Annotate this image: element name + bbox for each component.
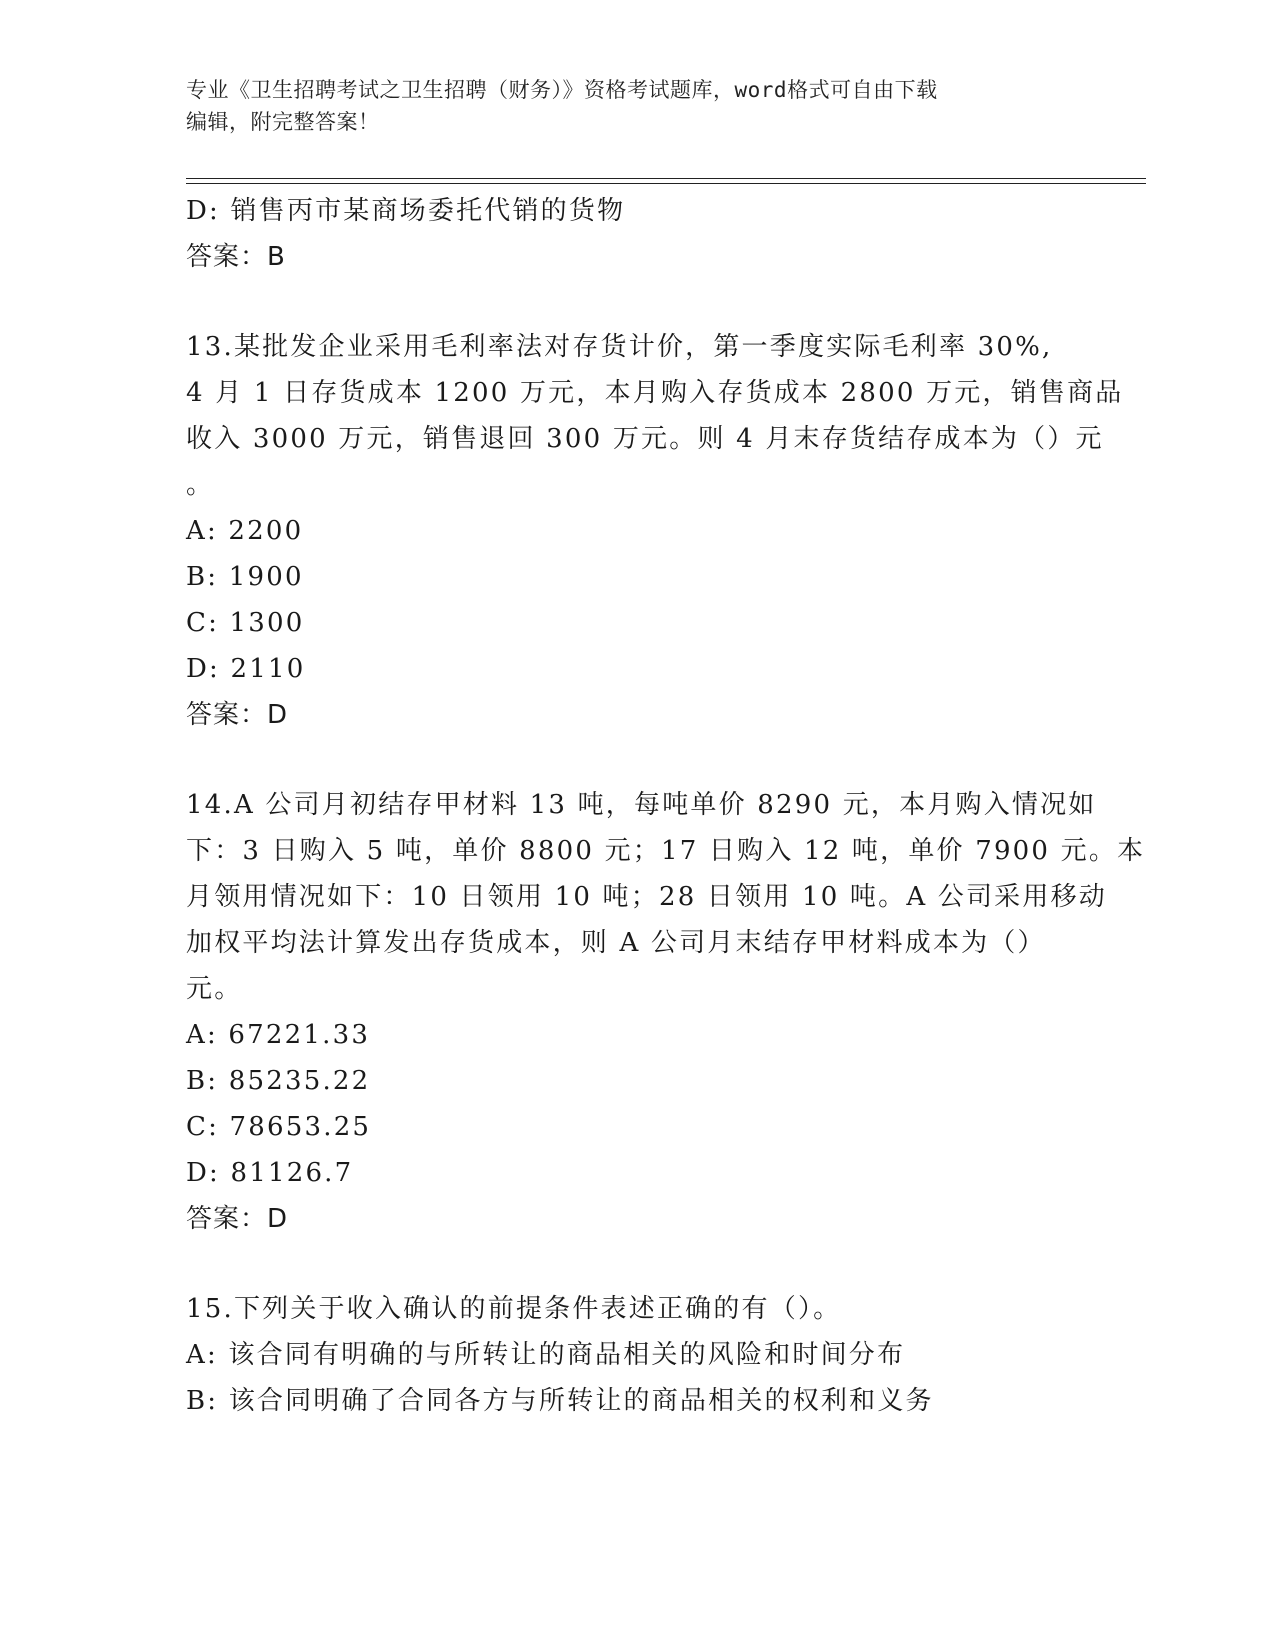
question-14-option-c: C: 78653.25 bbox=[186, 1112, 372, 1142]
question-13-line-1: 13.某批发企业采用毛利率法对存货计价，第一季度实际毛利率 30%, bbox=[186, 332, 1053, 362]
question-13-option-c: C: 1300 bbox=[186, 608, 305, 638]
question-14-line-2: 下：3 日购入 5 吨，单价 8800 元；17 日购入 12 吨，单价 7900 元。本 bbox=[186, 836, 1146, 866]
question-15-line-1: 15.下列关于收入确认的前提条件表述正确的有（）。 bbox=[186, 1294, 842, 1324]
question-13-line-4: 。 bbox=[186, 470, 215, 500]
question-15 bbox=[186, 1286, 1086, 1424]
question-13-option-a: A: 2200 bbox=[186, 516, 304, 546]
prev-answer: 答案：B bbox=[186, 242, 286, 272]
question-content bbox=[186, 188, 1146, 1424]
question-14-line-4: 加权平均法计算发出存货成本，则 A 公司月末结存甲材料成本为（） bbox=[186, 928, 1046, 958]
question-14 bbox=[186, 782, 1146, 1242]
question-13-option-b: B: 1900 bbox=[186, 562, 304, 592]
spacer bbox=[186, 280, 1086, 324]
spacer bbox=[186, 1242, 1086, 1286]
question-13-answer: 答案：D bbox=[186, 700, 289, 730]
question-15-option-b: B: 该合同明确了合同各方与所转让的商品相关的权利和义务 bbox=[186, 1386, 934, 1416]
document-header bbox=[186, 74, 1086, 138]
question-14-option-d: D: 81126.7 bbox=[186, 1158, 354, 1188]
question-14-option-a: A: 67221.33 bbox=[186, 1020, 371, 1050]
header-divider-top bbox=[186, 178, 1146, 179]
header-line-2: 编辑，附完整答案！ bbox=[186, 110, 380, 134]
question-14-option-b: B: 85235.22 bbox=[186, 1066, 371, 1096]
question-14-line-5: 元。 bbox=[186, 974, 243, 1004]
question-14-line-1: 14.A 公司月初结存甲材料 13 吨，每吨单价 8290 元，本月购入情况如 bbox=[186, 790, 1097, 820]
spacer bbox=[186, 738, 1086, 782]
prev-option-d: D: 销售丙市某商场委托代销的货物 bbox=[186, 196, 626, 226]
question-14-line-3: 月领用情况如下：10 日领用 10 吨；28 日领用 10 吨。A 公司采用移动 bbox=[186, 882, 1107, 912]
question-13-line-2: 4 月 1 日存货成本 1200 万元，本月购入存货成本 2800 万元，销售商品 bbox=[186, 378, 1124, 408]
question-13-option-d: D: 2110 bbox=[186, 654, 306, 684]
question-13-line-3: 收入 3000 万元，销售退回 300 万元。则 4 月末存货结存成本为（）元 bbox=[186, 424, 1104, 454]
header-divider-bottom bbox=[186, 183, 1146, 184]
question-14-answer: 答案：D bbox=[186, 1204, 289, 1234]
question-13 bbox=[186, 324, 1124, 738]
header-line-1: 专业《卫生招聘考试之卫生招聘（财务）》资格考试题库，word格式可自由下载 bbox=[186, 78, 938, 102]
question-15-option-a: A: 该合同有明确的与所转让的商品相关的风险和时间分布 bbox=[186, 1340, 906, 1370]
